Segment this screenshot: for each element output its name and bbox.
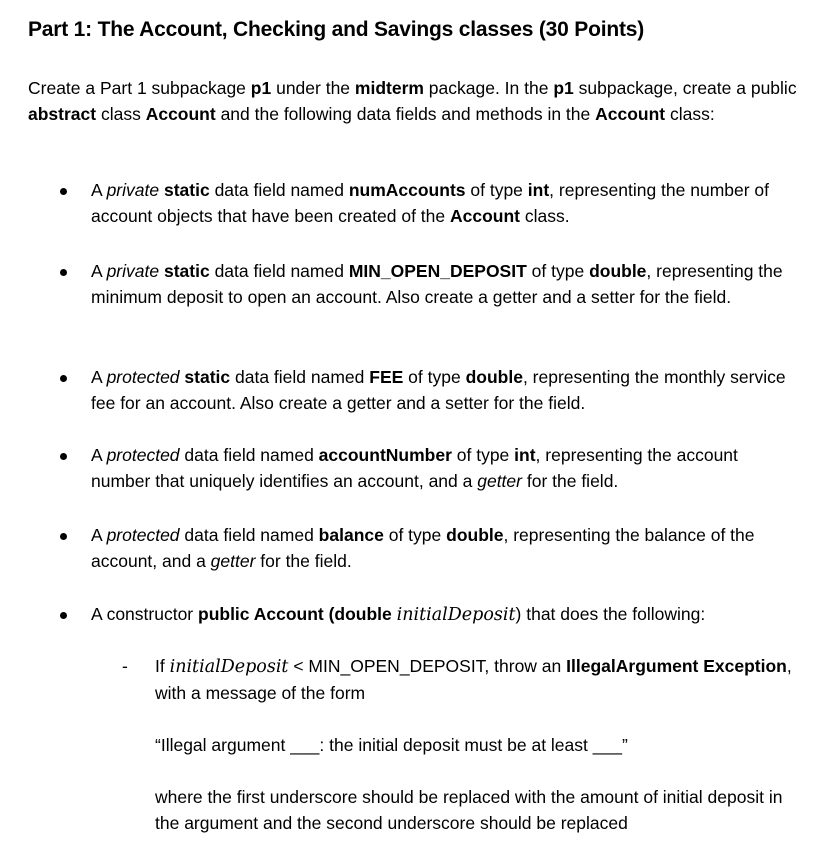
italic-private: private [106, 180, 160, 200]
intro-text-1: Create a Part 1 subpackage [28, 78, 251, 98]
intro-text-2: under the [271, 78, 355, 98]
italic-protected: protected [106, 367, 180, 387]
bold-exception-name: IllegalArgument Exception [566, 656, 787, 676]
bold-type: double [589, 261, 647, 281]
italic-protected: protected [106, 445, 180, 465]
text: A [91, 261, 107, 281]
text: A [91, 445, 107, 465]
intro-text-6: and the following data fields and methods in the [215, 104, 596, 124]
text: If [155, 656, 170, 676]
text: A [91, 367, 107, 387]
text: , representing the monthly service fee for an account. Also create a getter and a setter for the field. [91, 367, 786, 413]
text: of type [451, 445, 515, 465]
text: < MIN_OPEN_DEPOSIT, throw an [288, 656, 567, 676]
bullet-dot [60, 269, 67, 276]
text: of type [465, 180, 528, 200]
bold-type: int [514, 445, 536, 465]
text: , with a message of the form [155, 656, 792, 703]
section-heading: Part 1: The Account, Checking and Savings classes (30 Points) [28, 18, 645, 41]
italic-getter: getter [210, 551, 256, 571]
text: A [91, 180, 107, 200]
bold-field-name: accountNumber [318, 445, 452, 465]
bullet-text [91, 442, 801, 494]
bold-class-name: Account [450, 206, 520, 226]
text: data field named [209, 261, 349, 281]
math-initial-deposit: initialDeposit [396, 605, 516, 625]
intro-bold-p1: p1 [250, 78, 272, 98]
intro-bold-abstract: abstract [28, 104, 97, 124]
intro-text-4: subpackage, create a public [573, 78, 797, 98]
text: , representing the minimum deposit to open an account. Also create a getter and a setter for the field. [91, 261, 783, 307]
text: for the field. [521, 471, 619, 491]
bold-field-name: MIN_OPEN_DEPOSIT [348, 261, 527, 281]
bullet-dot [60, 612, 67, 619]
text: class. [520, 206, 570, 226]
bullet-text [91, 601, 801, 628]
text: ) that does the following: [515, 604, 706, 624]
text: , representing the number of account objects that have been created of the [91, 180, 770, 226]
bold-static: static [163, 180, 210, 200]
bullet-dot [60, 533, 67, 540]
intro-paragraph [28, 75, 798, 127]
text: data field named [209, 180, 349, 200]
bullet-dot [60, 188, 67, 195]
bold-field-name: numAccounts [348, 180, 466, 200]
message-example: “Illegal argument ___: the initial deposit must be at least ___” [155, 735, 628, 755]
bold-static: static [184, 367, 231, 387]
bold-type: double [465, 367, 523, 387]
bold-static: static [163, 261, 210, 281]
text: , representing the balance of the account, and a [91, 525, 755, 571]
intro-text-7: class: [665, 104, 715, 124]
intro-bold-p1-second: p1 [553, 78, 574, 98]
intro-bold-midterm: midterm [354, 78, 424, 98]
intro-bold-account: Account [145, 104, 216, 124]
bold-field-name: FEE [369, 367, 404, 387]
text: A constructor [91, 604, 198, 624]
sub-item-text [155, 653, 805, 706]
text: for the field. [255, 551, 352, 571]
intro-bold-account-second: Account [595, 104, 666, 124]
intro-text-5: class [96, 104, 146, 124]
bold-type: int [527, 180, 550, 200]
bold-constructor-signature: public Account (double [198, 604, 397, 624]
bullet-text [91, 258, 801, 310]
text: of type [526, 261, 590, 281]
bullet-text [91, 177, 801, 229]
italic-protected: protected [106, 525, 180, 545]
bullet-text [91, 364, 801, 416]
bullet-text [91, 522, 801, 574]
text: A [91, 525, 107, 545]
text: of type [403, 367, 466, 387]
explanation-paragraph: where the first underscore should be replaced with the amount of initial deposit in the argument and the second underscore should be replaced [155, 787, 783, 833]
italic-private: private [106, 261, 160, 281]
sub-item-dash: - [122, 656, 128, 676]
intro-text-3: package. In the [423, 78, 554, 98]
math-initial-deposit: initialDeposit [169, 657, 289, 677]
text: data field named [179, 525, 319, 545]
bullet-dot [60, 375, 67, 382]
text: data field named [230, 367, 370, 387]
bold-field-name: balance [318, 525, 384, 545]
text: of type [383, 525, 447, 545]
text: , representing the account number that uniquely identifies an account, and a [91, 445, 738, 491]
bold-type: double [446, 525, 504, 545]
text: data field named [179, 445, 319, 465]
bullet-dot [60, 453, 67, 460]
italic-getter: getter [477, 471, 522, 491]
